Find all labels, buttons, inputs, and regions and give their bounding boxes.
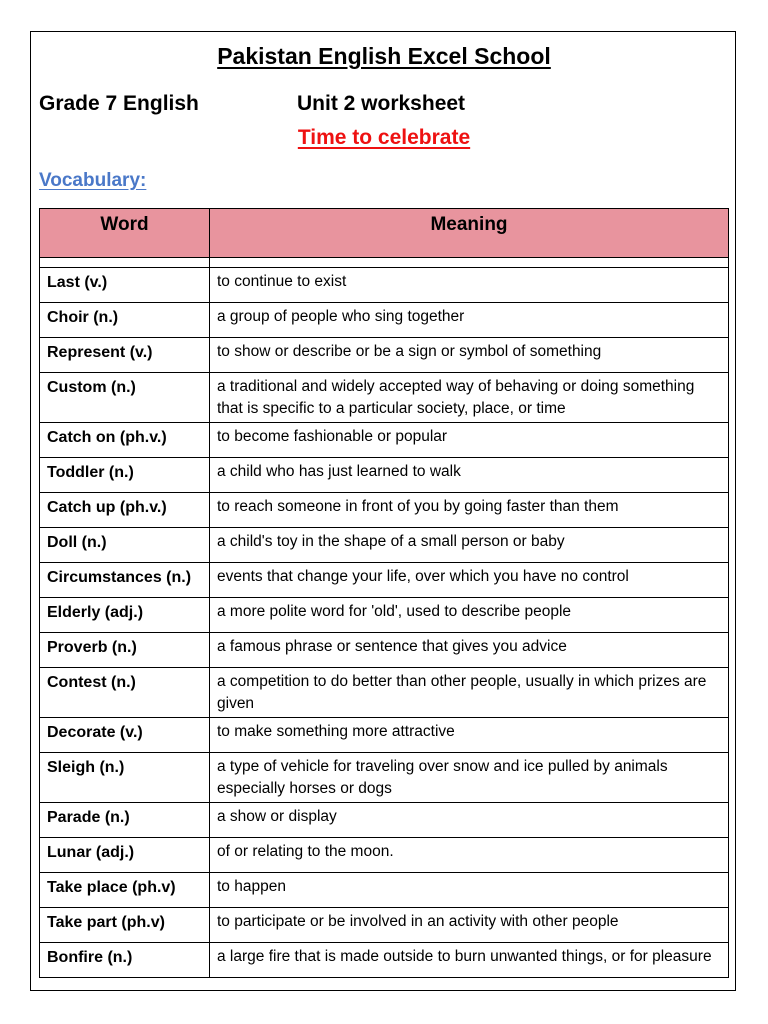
table-header-row	[40, 209, 729, 258]
vocab-meaning: events that change your life, over which you have no control	[210, 563, 729, 598]
vocab-word: Decorate (v.)	[40, 718, 210, 753]
table-row	[40, 493, 729, 528]
unit-label: Unit 2 worksheet	[297, 92, 466, 115]
vocab-meaning: to participate or be involved in an activity with other people	[210, 908, 729, 943]
table-row	[40, 563, 729, 598]
vocab-word: Parade (n.)	[40, 803, 210, 838]
vocab-meaning: a famous phrase or sentence that gives you advice	[210, 633, 729, 668]
vocab-word: Custom (n.)	[40, 373, 210, 423]
vocab-meaning: to continue to exist	[210, 268, 729, 303]
vocab-meaning: a traditional and widely accepted way of behaving or doing something that is specific to a particular society, place, or time	[210, 373, 729, 423]
table-row	[40, 338, 729, 373]
vocab-meaning: to show or describe or be a sign or symbol of something	[210, 338, 729, 373]
table-row	[40, 268, 729, 303]
vocab-meaning: a child who has just learned to walk	[210, 458, 729, 493]
vocab-meaning: a more polite word for 'old', used to describe people	[210, 598, 729, 633]
grade-label: Grade 7 English	[39, 92, 199, 115]
table-row	[40, 803, 729, 838]
table-body	[40, 258, 729, 978]
table-row	[40, 303, 729, 338]
vocab-meaning: to make something more attractive	[210, 718, 729, 753]
table-row	[40, 458, 729, 493]
vocab-meaning: to happen	[210, 873, 729, 908]
table-row	[40, 598, 729, 633]
table-row	[40, 528, 729, 563]
vocab-word: Represent (v.)	[40, 338, 210, 373]
vocab-meaning: a competition to do better than other people, usually in which prizes are given	[210, 668, 729, 718]
table-row	[40, 633, 729, 668]
vocab-word: Choir (n.)	[40, 303, 210, 338]
vocab-word: Take part (ph.v)	[40, 908, 210, 943]
vocab-meaning: to become fashionable or popular	[210, 423, 729, 458]
column-header-meaning: Meaning	[210, 209, 729, 258]
vocab-word: Doll (n.)	[40, 528, 210, 563]
vocab-word: Take place (ph.v)	[40, 873, 210, 908]
vocab-word: Catch on (ph.v.)	[40, 423, 210, 458]
vocab-meaning: a show or display	[210, 803, 729, 838]
vocab-meaning: a group of people who sing together	[210, 303, 729, 338]
vocab-meaning: a child's toy in the shape of a small person or baby	[210, 528, 729, 563]
vocab-word: Toddler (n.)	[40, 458, 210, 493]
vocab-meaning: to reach someone in front of you by going faster than them	[210, 493, 729, 528]
vocab-word: Proverb (n.)	[40, 633, 210, 668]
table-row	[40, 423, 729, 458]
column-header-word: Word	[40, 209, 210, 258]
table-row	[40, 373, 729, 423]
vocab-word: Contest (n.)	[40, 668, 210, 718]
vocab-meaning: a large fire that is made outside to burn unwanted things, or for pleasure	[210, 943, 729, 978]
vocab-word: Elderly (adj.)	[40, 598, 210, 633]
header-gap-row	[40, 258, 729, 268]
table-row	[40, 908, 729, 943]
table-row	[40, 718, 729, 753]
vocab-word: Circumstances (n.)	[40, 563, 210, 598]
vocab-meaning: of or relating to the moon.	[210, 838, 729, 873]
vocab-word: Lunar (adj.)	[40, 838, 210, 873]
topic-title: Time to celebrate	[297, 126, 471, 149]
school-title: Pakistan English Excel School	[217, 43, 551, 69]
table-row	[40, 668, 729, 718]
table-row	[40, 753, 729, 803]
table-row	[40, 873, 729, 908]
vocab-word: Last (v.)	[40, 268, 210, 303]
vocab-meaning: a type of vehicle for traveling over snow and ice pulled by animals especially horses or dogs	[210, 753, 729, 803]
vocab-word: Bonfire (n.)	[40, 943, 210, 978]
vocab-word: Sleigh (n.)	[40, 753, 210, 803]
vocabulary-heading: Vocabulary:	[39, 170, 147, 191]
table-row	[40, 838, 729, 873]
vocabulary-table	[39, 208, 729, 978]
vocab-word: Catch up (ph.v.)	[40, 493, 210, 528]
table-row	[40, 943, 729, 978]
